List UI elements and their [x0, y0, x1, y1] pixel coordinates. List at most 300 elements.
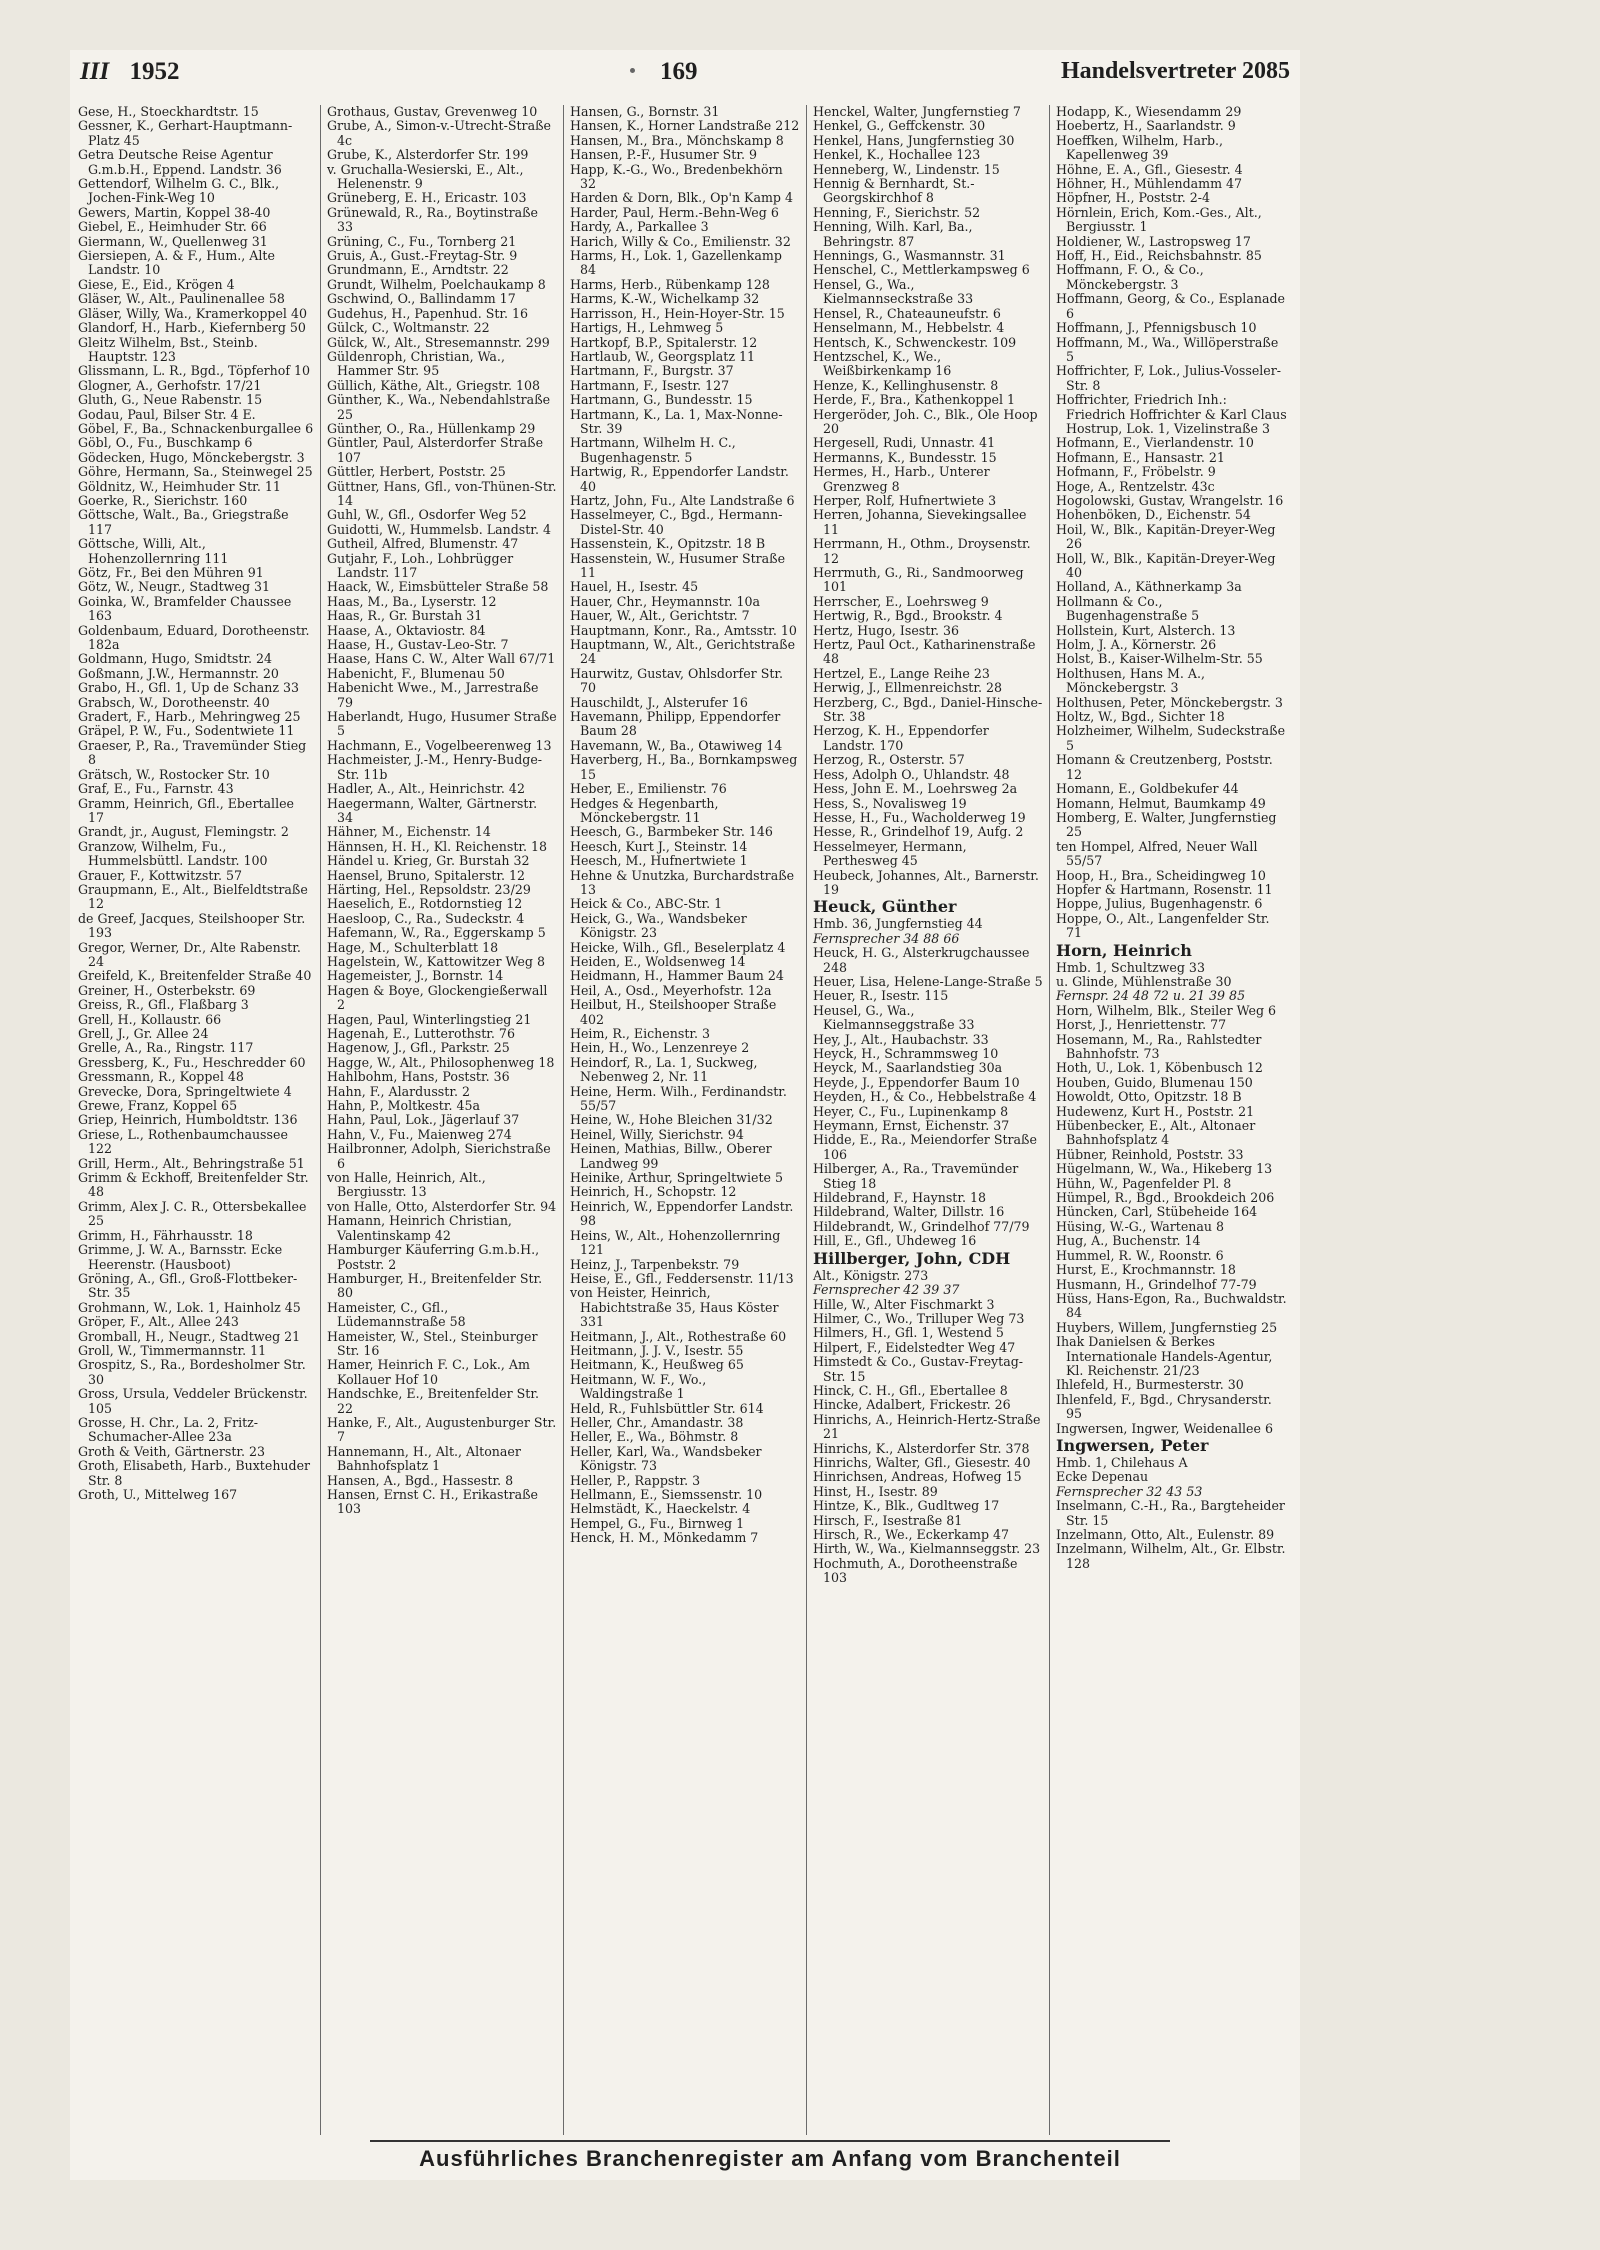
directory-entry: Hochmuth, A., Dorotheenstraße 103 [813, 1555, 1018, 1586]
directory-entry: Heitmann, W. F., Wo., Waldingstraße 1 [570, 1371, 707, 1402]
directory-entry: Henze, K., Kellinghusenstr. 8 [813, 377, 999, 393]
directory-entry: Herper, Rolf, Hufnertwiete 3 [813, 492, 997, 508]
directory-entry: Herzberg, C., Bgd., Daniel-Hinsche-Str. 38 [813, 694, 1043, 725]
directory-entry: Hailbronner, Adolph, Sierichstraße 6 [327, 1141, 551, 1171]
directory-entry: Hertwig, R., Bgd., Brookstr. 4 [813, 608, 1003, 624]
directory-entry: Heyck, M., Saarlandstieg 30a [813, 1060, 1003, 1076]
directory-entry: Hansen, G., Bornstr. 31 [570, 105, 720, 119]
directory-entry: Hahn, V., Fu., Maienweg 274 [327, 1126, 512, 1142]
directory-entry: Hentsch, K., Schwenckestr. 109 [813, 334, 1017, 350]
directory-entry: Heicke, Wilh., Gfl., Beselerplatz 4 [570, 939, 786, 955]
directory-entry: Hergesell, Rudi, Unnastr. 41 [813, 435, 996, 451]
directory-entry: Göhre, Hermann, Sa., Steinwegel 25 [78, 464, 313, 480]
directory-entry: Heindorf, R., La. 1, Suckweg, Nebenweg 2, Nr. 11 [570, 1054, 758, 1085]
directory-entry: Grandt, jr., August, Flemingstr. 2 [78, 824, 289, 840]
directory-entry: Granzow, Wilhelm, Fu., Hummelsbüttl. Landstr. 100 [78, 838, 268, 869]
directory-entry: Hagen & Boye, Glockengießerwall 2 [327, 982, 548, 1013]
directory-entry: Götz, Fr., Bei den Mühren 91 [78, 565, 264, 580]
directory-entry: Graf, E., Fu., Farnstr. 43 [78, 781, 234, 797]
directory-entry: Hein, H., Wo., Lenzenreye 2 [570, 1040, 750, 1056]
directory-entry: Haensel, Bruno, Spitalerstr. 12 [327, 867, 526, 883]
directory-entry: Hoppe, O., Alt., Langenfelder Str. 71 [1056, 910, 1270, 941]
directory-entry: Hansen, M., Bra., Mönchskamp 8 [570, 132, 784, 148]
directory-entry: Heber, E., Emilienstr. 76 [570, 781, 727, 797]
directory-entry: Henkel, G., Geffckenstr. 30 [813, 118, 986, 134]
directory-entry: Haas, R., Gr. Burstah 31 [327, 608, 483, 624]
directory-entry: Gschwind, O., Ballindamm 17 [327, 291, 516, 307]
directory-entry: Hesselmeyer, Hermann, Perthesweg 45 [813, 838, 967, 869]
directory-entry: Hertz, Paul Oct., Katharinenstraße 48 [813, 637, 1036, 667]
directory-entry: Heller, Chr., Amandastr. 38 [570, 1414, 744, 1430]
directory-entry: de Greef, Jacques, Steilshooper Str. 193 [78, 910, 306, 941]
directory-entry: Greiner, H., Osterbekstr. 69 [78, 982, 256, 998]
directory-entry: Hügelmann, W., Wa., Hikeberg 13 [1056, 1161, 1273, 1177]
directory-entry: Hinst, H., Isestr. 89 [813, 1483, 938, 1499]
column-2 [321, 105, 564, 2135]
directory-entry: Güldenroph, Christian, Wa., Hammer Str. 95 [327, 348, 505, 379]
directory-entry: Hilpert, F., Eidelstedter Weg 47 [813, 1339, 1016, 1355]
directory-entry: Gödecken, Hugo, Mönckebergstr. 3 [78, 449, 305, 465]
directory-entry: Goerke, R., Sierichstr. 160 [78, 492, 248, 508]
directory-entry: Hauptmann, Konr., Ra., Amtsstr. 10 [570, 622, 797, 638]
directory-entry: v. Gruchalla-Wesierski, E., Alt., Helenenstr. 9 [327, 161, 524, 192]
directory-entry: Gregor, Werner, Dr., Alte Rabenstr. 24 [78, 939, 301, 969]
directory-entry: Hümpel, R., Bgd., Brookdeich 206 [1056, 1190, 1275, 1206]
directory-entry: Hagen, Paul, Winterlingstieg 21 [327, 1011, 532, 1027]
directory-entry: Hey, J., Alt., Haubachstr. 33 [813, 1031, 989, 1047]
directory-entry: Holst, B., Kaiser-Wilhelm-Str. 55 [1056, 651, 1263, 667]
directory-entry: Grimm & Eckhoff, Breitenfelder Str. 48 [78, 1170, 309, 1200]
directory-entry: Grimm, H., Fährhausstr. 18 [78, 1227, 253, 1243]
directory-entry: Heise, E., Gfl., Feddersenstr. 11/13 [570, 1270, 794, 1286]
directory-entry: Glissmann, L. R., Bgd., Töpferhof 10 [78, 363, 311, 379]
directory-entry: Hansen, P.-F., Husumer Str. 9 [570, 147, 758, 163]
directory-entry: Hentzschel, K., We., Weißbirkenkamp 16 [813, 348, 952, 379]
directory-entry: Ihlefeld, H., Burmesterstr. 30 [1056, 1377, 1244, 1393]
directory-entry: Heyck, H., Schrammsweg 10 [813, 1046, 999, 1061]
directory-entry: Göbl, O., Fu., Buschkamp 6 [78, 435, 253, 451]
directory-entry: Harden & Dorn, Blk., Op'n Kamp 4 [570, 190, 793, 206]
directory-entry: Fernspr. 24 48 72 u. 21 39 85 [1056, 988, 1246, 1004]
directory-entry: Gläser, W., Alt., Paulinenallee 58 [78, 291, 285, 307]
directory-entry: Hellmann, E., Siemssenstr. 10 [570, 1487, 763, 1502]
directory-entry: Hartmann, Wilhelm H. C., Bugenhagenstr. 5 [570, 435, 736, 465]
directory-entry: Hildebrand, Walter, Dillstr. 16 [813, 1204, 1005, 1220]
directory-entry: Gudehus, H., Papenhud. Str. 16 [327, 305, 529, 321]
directory-entry: Günther, O., Ra., Hüllenkamp 29 [327, 420, 536, 436]
directory-entry: Hage, M., Schulterblatt 18 [327, 939, 499, 955]
directory-entry: Gräpel, P. W., Fu., Sodentwiete 11 [78, 723, 295, 739]
directory-entry: Hartmann, F., Burgstr. 37 [570, 363, 734, 379]
directory-entry: Hüncken, Carl, Stübeheide 164 [1056, 1204, 1258, 1220]
directory-entry: Fernsprecher 42 39 37 [813, 1282, 960, 1298]
directory-entry: Hinrichs, Walter, Gfl., Giesestr. 40 [813, 1454, 1031, 1470]
directory-entry: Henneberg, W., Lindenstr. 15 [813, 161, 1000, 177]
directory-entry: Heick & Co., ABC-Str. 1 [570, 896, 723, 912]
directory-entry: Grimm, Alex J. C. R., Ottersbekallee 25 [78, 1198, 307, 1229]
directory-entry: von Halle, Otto, Alsterdorfer Str. 94 [327, 1198, 557, 1214]
directory-entry: Heinel, Willy, Sierichstr. 94 [570, 1126, 744, 1142]
directory-entry: Hedges & Hegenbarth, Mönckebergstr. 11 [570, 795, 719, 825]
directory-entry: Hennig & Bernhardt, St.-Georgskirchhof 8 [813, 176, 975, 206]
directory-entry: Göbel, F., Ba., Schnackenburgallee 6 [78, 420, 314, 436]
directory-entry: Hille, W., Alter Fischmarkt 3 [813, 1296, 995, 1312]
directory-entry: Horn, Heinrich [1056, 940, 1192, 960]
directory-entry: Goinka, W., Bramfelder Chaussee 163 [78, 593, 292, 624]
directory-entry: Heyde, J., Eppendorfer Baum 10 [813, 1074, 1020, 1090]
directory-entry: Hühn, W., Pagenfelder Pl. 8 [1056, 1175, 1232, 1191]
directory-entry: Heubeck, Johannes, Alt., Barnerstr. 19 [813, 867, 1039, 897]
directory-entry: Hmb. 36, Jungfernstieg 44 [813, 916, 983, 932]
directory-entry: Hill, E., Gfl., Uhdeweg 16 [813, 1233, 977, 1249]
directory-entry: Giese, E., Eid., Krögen 4 [78, 276, 235, 292]
directory-entry: Hartwig, R., Eppendorfer Landstr. 40 [570, 464, 789, 494]
directory-entry: Heyer, C., Fu., Lupinenkamp 8 [813, 1103, 1009, 1119]
directory-entry: Gleitz Wilhelm, Bst., Steinb. Hauptstr. 123 [78, 334, 258, 364]
directory-entry: Grohmann, W., Lok. 1, Hainholz 45 [78, 1299, 301, 1315]
directory-entry: Hagge, W., Alt., Philosophenweg 18 [327, 1054, 555, 1070]
directory-entry: Hogolowski, Gustav, Wrangelstr. 16 [1056, 492, 1284, 508]
directory-entry: Hincke, Adalbert, Frickestr. 26 [813, 1397, 1011, 1413]
directory-entry: Hempel, G., Fu., Birnweg 1 [570, 1515, 745, 1531]
directory-entry: Hodapp, K., Wiesendamm 29 [1056, 105, 1242, 119]
directory-entry: Hanke, F., Alt., Augustenburger Str. 7 [327, 1414, 557, 1445]
directory-entry: Henckel, Walter, Jungfernstieg 7 [813, 105, 1021, 119]
directory-entry: Ingwersen, Peter [1056, 1435, 1209, 1455]
directory-entry: Güttner, Hans, Gfl., von-Thünen-Str. 14 [327, 478, 557, 508]
directory-entry: Hofmann, E., Vierlandenstr. 10 [1056, 435, 1254, 451]
directory-entry: Hoebertz, H., Saarlandstr. 9 [1056, 118, 1236, 134]
directory-entry: Hasselmeyer, C., Bgd., Hermann-Distel-Str. 40 [570, 507, 783, 537]
directory-entry: Hübenbecker, E., Alt., Altonaer Bahnhofsplatz 4 [1056, 1118, 1256, 1148]
directory-entry: Inzelmann, Wilhelm, Alt., Gr. Elbstr. 128 [1056, 1541, 1286, 1571]
directory-entry: Hirth, W., Wa., Kielmannseggstr. 23 [813, 1541, 1041, 1557]
directory-entry: Hergeröder, Joh. C., Blk., Ole Hoop 20 [813, 406, 1038, 436]
directory-entry: Inselmann, C.-H., Ra., Bargteheider Str. 15 [1056, 1498, 1285, 1528]
directory-entry: Hildebrandt, W., Grindelhof 77/79 [813, 1218, 1030, 1234]
directory-entry: Gressberg, K., Fu., Heschredder 60 [78, 1054, 306, 1070]
directory-entry: Gressmann, R., Koppel 48 [78, 1069, 244, 1085]
directory-entry: Hassenstein, K., Opitzstr. 18 B [570, 536, 766, 552]
directory-entry: Holzheimer, Wilhelm, Sudeckstraße 5 [1056, 723, 1286, 753]
section-title: Handelsvertreter [1060, 58, 1236, 84]
directory-entry: Hahn, F., Alardusstr. 2 [327, 1083, 470, 1099]
directory-entry: Hmb. 1, Chilehaus A [1056, 1454, 1188, 1470]
directory-entry: Hännsen, H. H., Kl. Reichenstr. 18 [327, 838, 548, 854]
page-header [80, 56, 1290, 96]
directory-entry: Hollstein, Kurt, Alsterch. 13 [1056, 622, 1236, 638]
directory-entry: u. Glinde, Mühlenstraße 30 [1056, 973, 1232, 989]
directory-entry: Hartmann, F., Isestr. 127 [570, 377, 730, 393]
directory-entry: Hoff, H., Eid., Reichsbahnstr. 85 [1056, 248, 1262, 264]
directory-entry: Huybers, Willem, Jungfernstieg 25 [1056, 1319, 1278, 1335]
directory-entry: Homann, E., Goldbekufer 44 [1056, 781, 1239, 797]
directory-entry: Herrscher, E., Loehrsweg 9 [813, 593, 989, 609]
directory-entry: Happ, K.-G., Wo., Bredenbekhörn 32 [570, 161, 783, 192]
directory-entry: Harms, H., Lok. 1, Gazellenkamp 84 [570, 248, 782, 278]
directory-entry: Giermann, W., Quellenweg 31 [78, 233, 268, 249]
directory-entry: Habenicht Wwe., M., Jarrestraße 79 [327, 680, 539, 710]
directory-entry: Hassenstein, W., Husumer Straße 11 [570, 550, 786, 580]
directory-entry: Hinrichs, A., Heinrich-Hertz-Straße 21 [813, 1411, 1041, 1442]
directory-entry: Hoop, H., Bra., Scheidingweg 10 [1056, 867, 1266, 883]
year: 1952 [129, 58, 180, 85]
directory-entry: Getra Deutsche Reise Agentur G.m.b.H., Eppend. Landstr. 36 [78, 147, 282, 177]
directory-entry: Gramm, Heinrich, Gfl., Ebertallee 17 [78, 795, 295, 825]
directory-entry: Grube, K., Alsterdorfer Str. 199 [327, 147, 529, 163]
directory-entry: Grube, A., Simon-v.-Utrecht-Straße 4c [327, 118, 551, 148]
directory-entry: Hansen, A., Bgd., Hassestr. 8 [327, 1472, 514, 1488]
directory-entry: Henck, H. M., Mönkedamm 7 [570, 1530, 759, 1546]
directory-entry: Härting, Hel., Repsoldstr. 23/29 [327, 881, 531, 897]
directory-entry: Groll, W., Timmermannstr. 11 [78, 1342, 267, 1358]
directory-entry: Hummel, R. W., Roonstr. 6 [1056, 1247, 1224, 1263]
column-1 [78, 105, 321, 2135]
directory-entry: Goldenbaum, Eduard, Dorotheenstr. 182a [78, 622, 310, 653]
directory-entry: Günther, K., Wa., Nebendahlstraße 25 [327, 392, 551, 422]
directory-entry: Grundt, Wilhelm, Poelchaukamp 8 [327, 276, 546, 292]
directory-entry: Hahn, Paul, Lok., Jägerlauf 37 [327, 1112, 520, 1128]
directory-entry: Gülck, W., Alt., Stresemannstr. 299 [327, 334, 550, 350]
directory-entry: Gessner, K., Gerhart-Hauptmann-Platz 45 [78, 118, 293, 148]
directory-entry: Harrisson, H., Hein-Hoyer-Str. 15 [570, 305, 785, 321]
directory-entry: Ecke Depenau [1056, 1469, 1149, 1485]
directory-entry: Henselmann, M., Hebbelstr. 4 [813, 320, 1005, 336]
directory-entry: Hinrichs, K., Alsterdorfer Str. 378 [813, 1440, 1030, 1456]
directory-entry: Griese, L., Rothenbaumchaussee 122 [78, 1126, 288, 1157]
directory-entry: Güttler, Herbert, Poststr. 25 [327, 464, 506, 480]
directory-entry: Husmann, H., Grindelhof 77-79 [1056, 1276, 1257, 1292]
directory-entry: Hoffmann, J., Pfennigsbusch 10 [1056, 320, 1257, 336]
directory-entry: Hilmers, H., Gfl. 1, Westend 5 [813, 1325, 1004, 1341]
directory-entry: Goldmann, Hugo, Smidtstr. 24 [78, 651, 273, 667]
directory-entry: Hameister, W., Stel., Steinburger Str. 16 [327, 1328, 538, 1358]
directory-entry: Hardy, A., Parkallee 3 [570, 219, 709, 235]
directory-entry: Fernsprecher 32 43 53 [1056, 1483, 1203, 1499]
directory-entry: Haegermann, Walter, Gärtnerstr. 34 [327, 795, 538, 825]
directory-entry: Giersiepen, A. & F., Hum., Alte Landstr. 10 [78, 248, 275, 278]
directory-entry: Glandorf, H., Harb., Kiefernberg 50 [78, 320, 306, 336]
directory-entry: Hosemann, M., Ra., Rahlstedter Bahnhofstr. 73 [1056, 1031, 1262, 1061]
directory-entry: Gröper, F., Alt., Allee 243 [78, 1314, 239, 1330]
directory-entry: Hansen, Ernst C. H., Erikastraße 103 [327, 1487, 538, 1517]
section-number: 2085 [1242, 58, 1290, 84]
directory-entry: Harms, Herb., Rübenkamp 128 [570, 276, 770, 292]
directory-entry: Grosse, H. Chr., La. 2, Fritz-Schumacher-Allee 23a [78, 1414, 259, 1445]
directory-entry: Heick, G., Wa., Wandsbeker Königstr. 23 [570, 910, 747, 941]
directory-entry: Guidotti, W., Hummelsb. Landstr. 4 [327, 521, 551, 537]
directory-entry: Hauptmann, W., Alt., Gerichtstraße 24 [570, 637, 796, 667]
directory-entry: Heuck, Günther [813, 897, 957, 917]
directory-columns [78, 105, 1294, 2135]
directory-entry: Heuer, R., Isestr. 115 [813, 988, 949, 1004]
directory-entry: Houben, Guido, Blumenau 150 [1056, 1074, 1253, 1090]
directory-entry: Hoge, A., Rentzelstr. 43c [1056, 478, 1215, 494]
directory-entry: Hartz, John, Fu., Alte Landstraße 6 [570, 492, 795, 508]
directory-entry: Hartlaub, W., Georgsplatz 11 [570, 348, 756, 364]
directory-entry: Hadler, A., Alt., Heinrichstr. 42 [327, 781, 525, 797]
directory-entry: Hirsch, F., Isestraße 81 [813, 1512, 963, 1528]
directory-entry: Heesch, Kurt J., Steinstr. 14 [570, 838, 748, 854]
directory-entry: Grewe, Franz, Koppel 65 [78, 1098, 238, 1114]
directory-entry: Hmb. 1, Schultzweg 33 [1056, 959, 1205, 975]
directory-entry: Hofmann, F., Fröbelstr. 9 [1056, 464, 1216, 480]
directory-entry: Heusel, G., Wa., Kielmannseggstraße 33 [813, 1002, 975, 1033]
directory-entry: Herrmuth, G., Ri., Sandmoorweg 101 [813, 565, 1024, 595]
directory-entry: Hennings, G., Wasmannstr. 31 [813, 248, 1006, 264]
directory-entry: Gülck, C., Woltmanstr. 22 [327, 320, 490, 336]
directory-entry: Hartigs, H., Lehmweg 5 [570, 320, 724, 336]
column-4 [807, 105, 1050, 2135]
directory-entry: Hauel, H., Isestr. 45 [570, 579, 699, 595]
directory-entry: Ihlenfeld, F., Bgd., Chrysanderstr. 95 [1056, 1391, 1272, 1422]
directory-entry: Höpfner, H., Poststr. 2-4 [1056, 190, 1211, 206]
directory-entry: Hartkopf, B.P., Spitalerstr. 12 [570, 334, 758, 350]
directory-entry: von Heister, Heinrich, Habichtstraße 35, Haus Köster 331 [570, 1285, 779, 1330]
directory-entry: Hilberger, A., Ra., Travemünder Stieg 18 [813, 1161, 1019, 1191]
directory-entry: Hirsch, R., We., Eckerkamp 47 [813, 1527, 1010, 1542]
directory-entry: Helmstädt, K., Haeckelstr. 4 [570, 1501, 751, 1517]
directory-entry: Hamburger, H., Breitenfelder Str. 80 [327, 1270, 543, 1301]
directory-entry: Hertz, Hugo, Isestr. 36 [813, 622, 959, 638]
directory-entry: Gluth, G., Neue Rabenstr. 15 [78, 392, 263, 408]
directory-entry: Hensel, G., Wa., Kielmannseckstraße 33 [813, 276, 974, 307]
directory-entry: Alt., Königstr. 273 [813, 1267, 929, 1283]
directory-entry: Heinen, Mathias, Billw., Oberer Landweg 99 [570, 1141, 772, 1171]
directory-entry: Hohenböken, D., Eichenstr. 54 [1056, 507, 1251, 523]
directory-entry: Greifeld, K., Breitenfelder Straße 40 [78, 968, 312, 984]
directory-entry: Haberlandt, Hugo, Husumer Straße 5 [327, 709, 557, 739]
directory-entry: Hollmann & Co., Bugenhagenstraße 5 [1056, 593, 1200, 624]
directory-entry: Gläser, Willy, Wa., Kramerkoppel 40 [78, 305, 307, 321]
directory-entry: Gröning, A., Gfl., Groß-Flottbeker-Str. 35 [78, 1270, 298, 1301]
directory-entry: Harder, Paul, Herm.-Behn-Weg 6 [570, 204, 779, 220]
directory-entry: Glogner, A., Gerhofstr. 17/21 [78, 377, 262, 393]
directory-entry: Gruis, A., Gust.-Freytag-Str. 9 [327, 248, 518, 264]
directory-entry: Heesch, G., Barmbeker Str. 146 [570, 824, 773, 840]
directory-entry: Hoffmann, F. O., & Co., Mönckebergstr. 3 [1056, 262, 1204, 292]
directory-entry: Hörnlein, Erich, Kom.-Ges., Alt., Bergiusstr. 1 [1056, 204, 1262, 235]
directory-entry: Heiden, E., Woldsenweg 14 [570, 953, 746, 969]
directory-entry: Hamann, Heinrich Christian, Valentinskamp 42 [327, 1213, 512, 1243]
directory-entry: Götz, W., Neugr., Stadtweg 31 [78, 579, 271, 595]
directory-entry: Gross, Ursula, Veddeler Brückenstr. 105 [78, 1386, 308, 1416]
directory-entry: Hesse, H., Fu., Wacholderweg 19 [813, 809, 1026, 825]
directory-entry: von Halle, Heinrich, Alt., Bergiusstr. 13 [327, 1170, 486, 1200]
directory-entry: Holthusen, Hans M. A., Mönckebergstr. 3 [1056, 665, 1205, 696]
directory-entry: Holl, W., Blk., Kapitän-Dreyer-Weg 40 [1056, 550, 1276, 580]
directory-entry: Haas, M., Ba., Lyserstr. 12 [327, 593, 497, 609]
directory-entry: Holtz, W., Bgd., Sichter 18 [1056, 709, 1225, 725]
directory-entry: Händel u. Krieg, Gr. Burstah 32 [327, 853, 530, 869]
directory-entry: Fernsprecher 34 88 66 [813, 930, 960, 946]
directory-entry: Hoppe, Julius, Bugenhagenstr. 6 [1056, 896, 1263, 912]
directory-entry: Homann & Creutzenberg, Poststr. 12 [1056, 752, 1273, 782]
directory-entry: Himstedt & Co., Gustav-Freytag-Str. 15 [813, 1354, 1024, 1384]
directory-entry: Haverberg, H., Ba., Bornkampsweg 15 [570, 752, 798, 782]
directory-entry: Hess, Adolph O., Uhlandstr. 48 [813, 766, 1010, 782]
directory-entry: Hoffmann, Georg, & Co., Esplanade 6 [1056, 291, 1285, 321]
directory-entry: Hopfer & Hartmann, Rosenstr. 11 [1056, 881, 1273, 897]
directory-entry: Hahn, P., Moltkestr. 45a [327, 1098, 480, 1114]
directory-entry: Hess, John E. M., Loehrsweg 2a [813, 781, 1018, 797]
directory-entry: Harich, Willy & Co., Emilienstr. 32 [570, 233, 791, 249]
directory-entry: Horst, J., Henriettenstr. 77 [1056, 1017, 1227, 1033]
directory-entry: Heine, Herm. Wilh., Ferdinandstr. 55/57 [570, 1083, 787, 1114]
directory-entry: Handschke, E., Breitenfelder Str. 22 [327, 1386, 539, 1416]
directory-entry: Ihak Danielsen & Berkes Internationale Handels-Agentur, Kl. Reichenstr. 21/23 [1056, 1334, 1273, 1378]
column-5 [1050, 105, 1293, 2135]
directory-entry: Heuck, H. G., Alsterkrugchaussee 248 [813, 945, 1030, 975]
directory-entry: Heymann, Ernst, Eichenstr. 37 [813, 1118, 1010, 1134]
directory-entry: Hansen, K., Horner Landstraße 212 [570, 118, 800, 134]
directory-entry: Herzog, R., Osterstr. 57 [813, 752, 965, 768]
directory-entry: Herrmann, H., Othm., Droysenstr. 12 [813, 536, 1031, 566]
directory-entry: Heesch, M., Hufnertwiete 1 [570, 853, 748, 869]
directory-entry: Heller, E., Wa., Böhmstr. 8 [570, 1429, 739, 1445]
directory-entry: Heyden, H., & Co., Hebbelstraße 4 [813, 1089, 1037, 1105]
directory-entry: Grünewald, R., Ra., Boytinstraße 33 [327, 204, 538, 235]
directory-entry: Grevecke, Dora, Springeltwiete 4 [78, 1083, 292, 1099]
directory-entry: Güntler, Paul, Alsterdorfer Straße 107 [327, 435, 544, 465]
directory-entry: Haack, W., Eimsbütteler Straße 58 [327, 579, 549, 595]
directory-entry: Heine, W., Hohe Bleichen 31/32 [570, 1112, 773, 1128]
directory-entry: Heinrich, H., Schopstr. 12 [570, 1184, 737, 1200]
directory-entry: Gutheil, Alfred, Blumenstr. 47 [327, 536, 519, 552]
directory-entry: Grospitz, S., Ra., Bordesholmer Str. 30 [78, 1357, 306, 1387]
directory-entry: Hofmann, E., Hansastr. 21 [1056, 449, 1225, 465]
directory-entry: Henkel, K., Hochallee 123 [813, 147, 981, 163]
directory-entry: Hertzel, E., Lange Reihe 23 [813, 665, 990, 681]
directory-entry: Hübner, Reinhold, Poststr. 33 [1056, 1146, 1244, 1162]
directory-entry: Hähner, M., Eichenstr. 14 [327, 824, 491, 840]
directory-entry: Gettendorf, Wilhelm G. C., Blk., Jochen-Fink-Weg 10 [78, 176, 280, 206]
directory-entry: Hauschildt, J., Alsterufer 16 [570, 694, 748, 710]
directory-entry: Herde, F., Bra., Kathenkoppel 1 [813, 392, 1016, 408]
directory-entry: Hinck, C. H., Gfl., Ebertallee 8 [813, 1382, 1008, 1398]
directory-entry: Grabsch, W., Dorotheenstr. 40 [78, 694, 270, 710]
directory-entry: Holdiener, W., Lastropsweg 17 [1056, 233, 1251, 249]
directory-entry: Groth & Veith, Gärtnerstr. 23 [78, 1443, 266, 1459]
directory-entry: Herzog, K. H., Eppendorfer Landstr. 170 [813, 723, 989, 753]
directory-entry: Havemann, Philipp, Eppendorfer Baum 28 [570, 709, 781, 739]
directory-entry: Hehne & Unutzka, Burchardstraße 13 [570, 867, 795, 897]
directory-entry: Heitmann, J., Alt., Rothestraße 60 [570, 1328, 787, 1344]
directory-entry: Hermanns, K., Bundesstr. 15 [813, 449, 997, 465]
directory-entry: Hachmeister, J.-M., Henry-Budge-Str. 11b [327, 752, 543, 782]
directory-entry: Hagenow, J., Gfl., Parkstr. 25 [327, 1040, 510, 1056]
directory-entry: Heil, A., Osd., Meyerhofstr. 12a [570, 982, 772, 998]
directory-entry: Hartmann, K., La. 1, Max-Nonne-Str. 39 [570, 406, 783, 436]
directory-entry: Hermes, H., Harb., Unterer Grenzweg 8 [813, 464, 990, 494]
directory-entry: Hameister, C., Gfl., Lüdemannstraße 58 [327, 1299, 466, 1330]
directory-entry: Hoffmann, M., Wa., Willöperstraße 5 [1056, 334, 1279, 364]
directory-entry: Holland, A., Käthnerkamp 3a [1056, 579, 1242, 595]
directory-entry: Grüning, C., Fu., Tornberg 21 [327, 233, 517, 249]
directory-entry: Grundmann, E., Arndtstr. 22 [327, 262, 509, 278]
directory-entry: Heinike, Arthur, Springeltwiete 5 [570, 1170, 783, 1186]
directory-entry: Homberg, E. Walter, Jungfernstieg 25 [1056, 809, 1277, 840]
directory-entry: Held, R., Fuhlsbüttler Str. 614 [570, 1400, 764, 1416]
directory-entry: Henkel, Hans, Jungfernstieg 30 [813, 132, 1015, 148]
directory-entry: Hachmann, E., Vogelbeerenweg 13 [327, 737, 552, 753]
directory-entry: Hagelstein, W., Kattowitzer Weg 8 [327, 953, 545, 969]
directory-entry: Hug, A., Buchenstr. 14 [1056, 1233, 1201, 1249]
directory-entry: Hinrichsen, Andreas, Hofweg 15 [813, 1469, 1022, 1485]
directory-entry: Hüsing, W.-G., Wartenau 8 [1056, 1218, 1225, 1234]
directory-entry: Grelle, A., Ra., Ringstr. 117 [78, 1040, 254, 1056]
directory-entry: Inzelmann, Otto, Alt., Eulenstr. 89 [1056, 1527, 1275, 1542]
